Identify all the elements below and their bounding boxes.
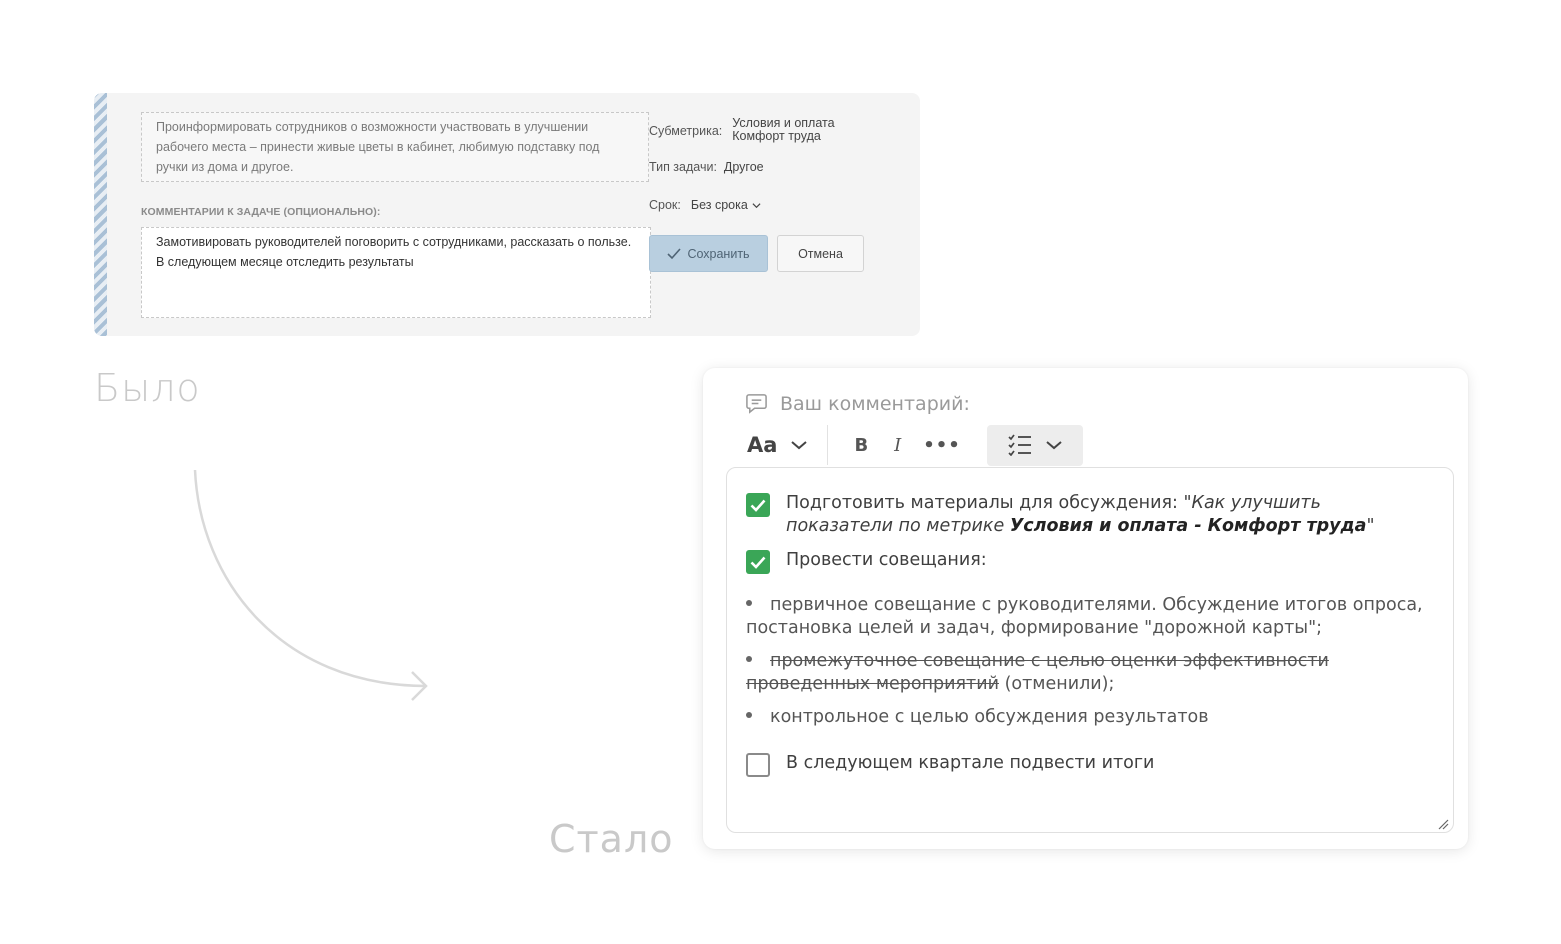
due-dropdown[interactable] [691, 198, 761, 212]
due-value: Без срока [690, 198, 748, 212]
submetric-value [732, 117, 834, 143]
checklist-item-text: Провести совещания: [786, 550, 987, 570]
checklist-item-text: В следующем квартале подвести итоги [786, 753, 1155, 773]
list-item [746, 650, 1436, 696]
task-type-label: Тип задачи: [649, 160, 717, 174]
checklist-item [746, 549, 987, 574]
new-comment-panel [703, 368, 1468, 849]
arrow-icon [180, 460, 440, 710]
status-stripe [94, 93, 107, 336]
font-size-dropdown[interactable] [747, 425, 828, 465]
comment-editor[interactable] [726, 467, 1454, 833]
item1-prefix: Подготовить материалы для обсуждения: [786, 493, 1184, 513]
item1-bold: Условия и оплата - Комфорт труда [1009, 516, 1367, 536]
checkbox-unchecked[interactable] [746, 753, 770, 777]
task-comment-text: Замотивировать руководителей поговорить с сотрудниками, рассказать о пользе. В следующем месяце отследить результаты [156, 235, 632, 269]
comment-icon [745, 392, 768, 415]
task-description-text: Проинформировать сотрудников о возможности участвовать в улучшении рабочего места – принести живые цветы в кабинет, любимую подставку под ручки из дома и другое. [156, 120, 600, 174]
after-label: Стало [549, 817, 674, 861]
task-description-field[interactable] [141, 112, 649, 182]
resize-handle-icon[interactable] [1437, 818, 1449, 830]
checklist-item [746, 492, 1426, 538]
bold-button[interactable]: B [854, 434, 869, 456]
submetric-label: Субметрика: [649, 124, 723, 138]
more-options-button[interactable]: ••• [923, 434, 961, 456]
submetric-row [649, 117, 835, 143]
task-type-value: Другое [723, 160, 764, 174]
cancel-button-label: Отмена [798, 246, 843, 261]
before-label: Было [94, 366, 201, 410]
checklist-dropdown[interactable] [987, 425, 1083, 466]
submetric-value-line1: Условия и оплата [732, 116, 835, 130]
save-button-label: Сохранить [687, 246, 750, 261]
font-size-label: Aa [747, 433, 778, 457]
editor-toolbar [747, 424, 1083, 466]
submetric-value-line2: Комфорт труда [732, 129, 821, 143]
bullet-text: первичное совещание с руководителями. Обсуждение итогов опроса, постановка целей и задач, формирование "дорожной карты"; [746, 595, 1423, 638]
task-comment-field[interactable] [141, 227, 651, 318]
bullet-icon [746, 600, 752, 606]
list-item [746, 594, 1436, 640]
chevron-down-icon [1046, 440, 1062, 450]
comment-header [745, 392, 970, 415]
bullet-icon [746, 712, 752, 718]
bullet-struck-text: промежуточное совещание с целью оценки эффективности проведенных мероприятий [746, 651, 1329, 694]
check-icon [667, 248, 681, 260]
check-icon [750, 556, 766, 569]
bullet-icon [746, 656, 752, 662]
item1-quote-end: " [1366, 516, 1375, 536]
checklist-icon [1008, 434, 1032, 456]
checkbox-checked[interactable] [746, 493, 770, 517]
task-type-row [649, 160, 764, 174]
cancel-button[interactable] [777, 235, 864, 272]
item1-italic: "Как улучшить показатели по метрике [786, 493, 1321, 536]
check-icon [750, 499, 766, 512]
chevron-down-icon [791, 440, 807, 450]
checklist-item [746, 752, 1154, 777]
bullet-text: контрольное с целью обсуждения результатов [770, 707, 1209, 727]
list-item [746, 706, 1436, 729]
comment-title: Ваш комментарий: [780, 392, 970, 415]
checkbox-checked[interactable] [746, 550, 770, 574]
due-row [649, 198, 761, 212]
due-label: Срок: [649, 198, 681, 212]
old-task-panel [94, 93, 920, 336]
italic-button[interactable]: I [894, 434, 902, 456]
checklist-item-text [786, 492, 1426, 538]
bullet-text: (отменили); [999, 674, 1115, 694]
chevron-down-icon [752, 201, 761, 210]
save-button[interactable] [649, 235, 768, 272]
comment-label: КОММЕНТАРИИ К ЗАДАЧЕ (ОПЦИОНАЛЬНО): [141, 206, 381, 218]
